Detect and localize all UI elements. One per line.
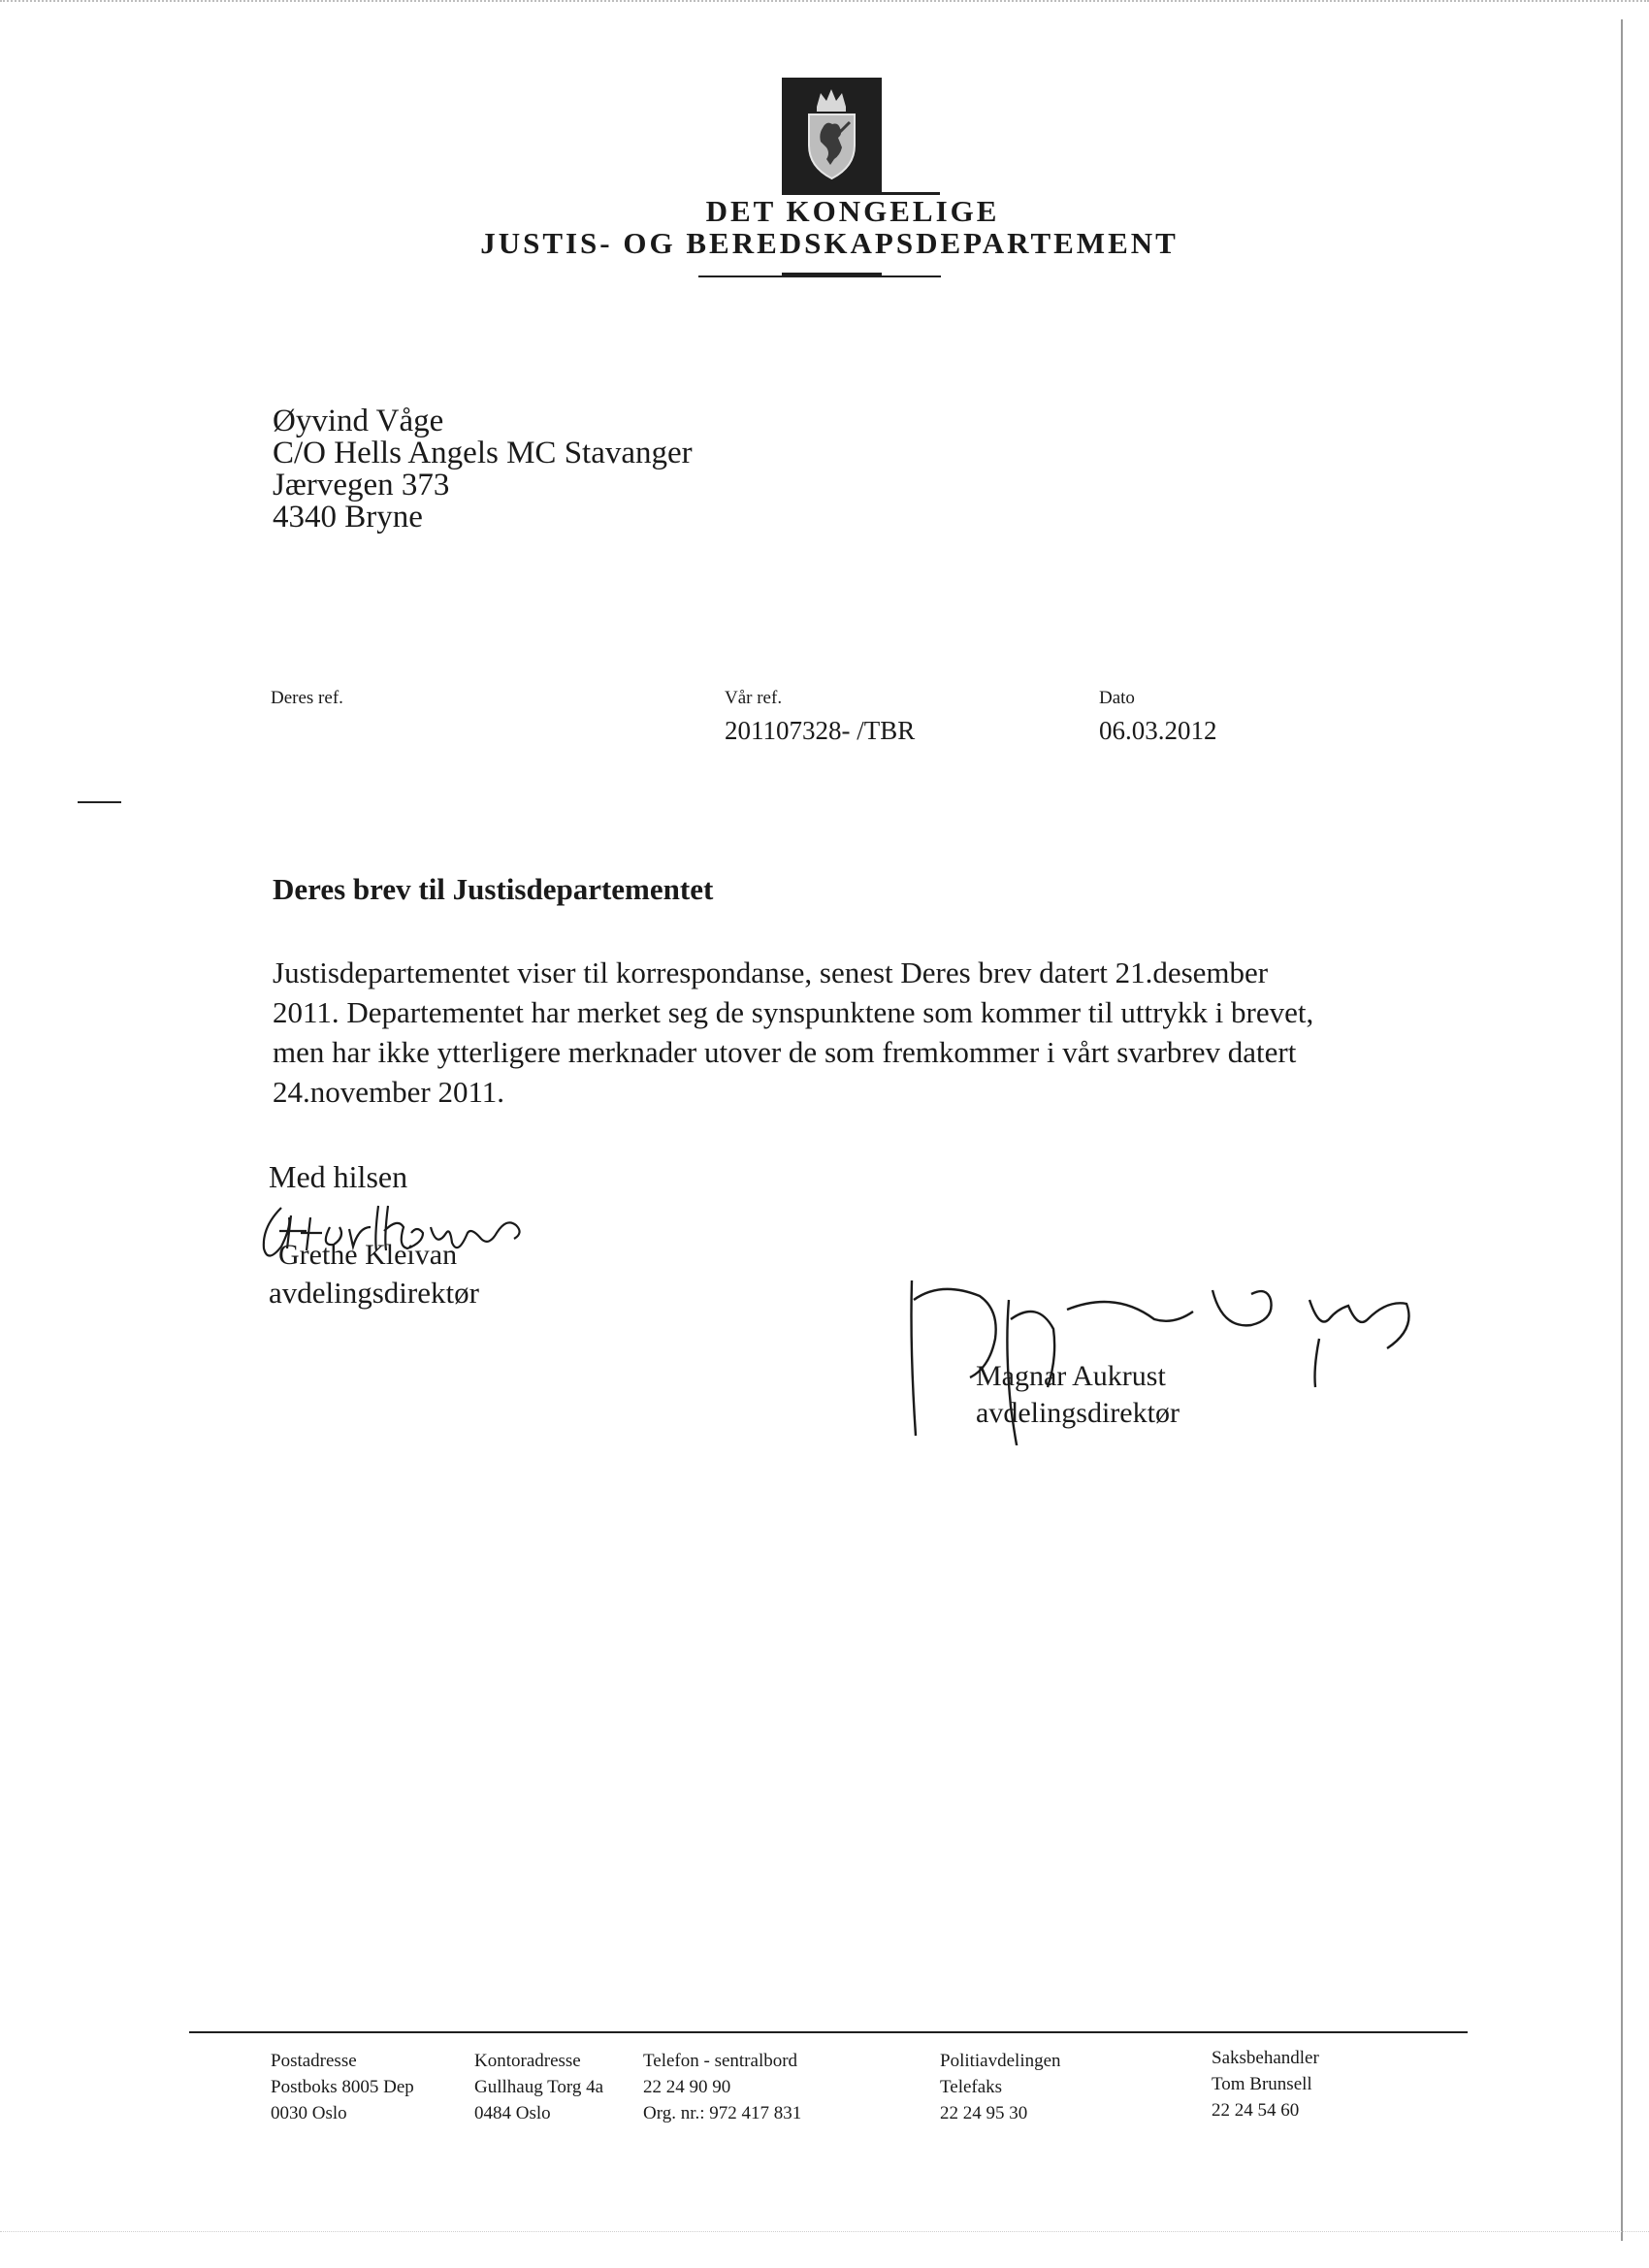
footer-saksbehandler-label: Saksbehandler: [1212, 2048, 1319, 2068]
scan-edge-top: [0, 0, 1649, 16]
signatory-1-title: avdelingsdirektør: [269, 1276, 479, 1310]
footer-postadresse-line1: Postboks 8005 Dep: [271, 2077, 414, 2097]
footer-postadresse-label: Postadresse: [271, 2051, 357, 2071]
recipient-street: Jærvegen 373: [273, 468, 450, 502]
footer-kontoradresse-label: Kontoradresse: [474, 2051, 581, 2071]
deres-ref-label: Deres ref.: [271, 688, 343, 708]
footer-politiavdelingen-line1: Telefaks: [940, 2077, 1003, 2097]
recipient-name: Øyvind Våge: [273, 404, 444, 438]
letter-body: [273, 953, 1437, 1112]
signatory-2-name: Magnar Aukrust: [976, 1360, 1166, 1392]
recipient-address: [273, 405, 693, 534]
scan-edge-bottom: [0, 2231, 1649, 2232]
recipient-postal: 4340 Bryne: [273, 500, 423, 535]
signatory-1-name: Grethe Kleivan: [278, 1239, 458, 1271]
footer-telefon-line2: Org. nr.: 972 417 831: [643, 2103, 802, 2123]
body-line: men har ikke ytterligere merknader utover de som fremkommer i vårt svarbrev datert: [273, 1035, 1297, 1069]
var-ref-label: Vår ref.: [725, 688, 783, 708]
letterhead-rule-bottom-thick: [782, 273, 882, 277]
fold-mark: [78, 801, 121, 803]
footer-telefon-line1: 22 24 90 90: [643, 2077, 731, 2097]
footer-kontoradresse-line2: 0484 Oslo: [474, 2103, 551, 2123]
letterhead-line-1: DET KONGELIGE: [705, 194, 1000, 228]
greeting: Med hilsen: [269, 1159, 408, 1194]
signatory-2-title: avdelingsdirektør: [976, 1397, 1180, 1429]
footer-telefon-label: Telefon - sentralbord: [643, 2051, 798, 2071]
footer-politiavdelingen-line2: 22 24 95 30: [940, 2103, 1028, 2123]
footer-saksbehandler: [1212, 2045, 1319, 2123]
coat-of-arms-icon: [782, 78, 882, 192]
footer-telefon: [643, 2048, 801, 2126]
footer-kontoradresse-line1: Gullhaug Torg 4a: [474, 2077, 604, 2097]
body-line: 2011. Departementet har merket seg de synspunktene som kommer til uttrykk i brevet,: [273, 995, 1314, 1029]
footer-politiavdelingen-label: Politiavdelingen: [940, 2051, 1061, 2071]
var-ref-value: 201107328- /TBR: [725, 716, 916, 745]
scan-edge-right: [1621, 19, 1623, 2241]
footer-kontoradresse: [474, 2048, 603, 2126]
footer-postadresse-line2: 0030 Oslo: [271, 2103, 347, 2123]
letterhead-line-2: JUSTIS- OG BEREDSKAPSDEPARTEMENT: [480, 226, 1179, 260]
footer-politiavdelingen: [940, 2048, 1061, 2126]
body-line: 24.november 2011.: [273, 1075, 505, 1109]
footer-rule: [189, 2031, 1468, 2033]
dato-label: Dato: [1099, 688, 1135, 708]
footer-postadresse: [271, 2048, 414, 2126]
footer-saksbehandler-line2: 22 24 54 60: [1212, 2100, 1300, 2121]
body-line: Justisdepartementet viser til korrespondanse, senest Deres brev datert 21.desember: [273, 956, 1269, 989]
footer-saksbehandler-line1: Tom Brunsell: [1212, 2074, 1312, 2094]
letter-subject: Deres brev til Justisdepartementet: [273, 872, 714, 906]
dato-value: 06.03.2012: [1099, 716, 1217, 745]
recipient-line-2: C/O Hells Angels MC Stavanger: [273, 436, 693, 470]
